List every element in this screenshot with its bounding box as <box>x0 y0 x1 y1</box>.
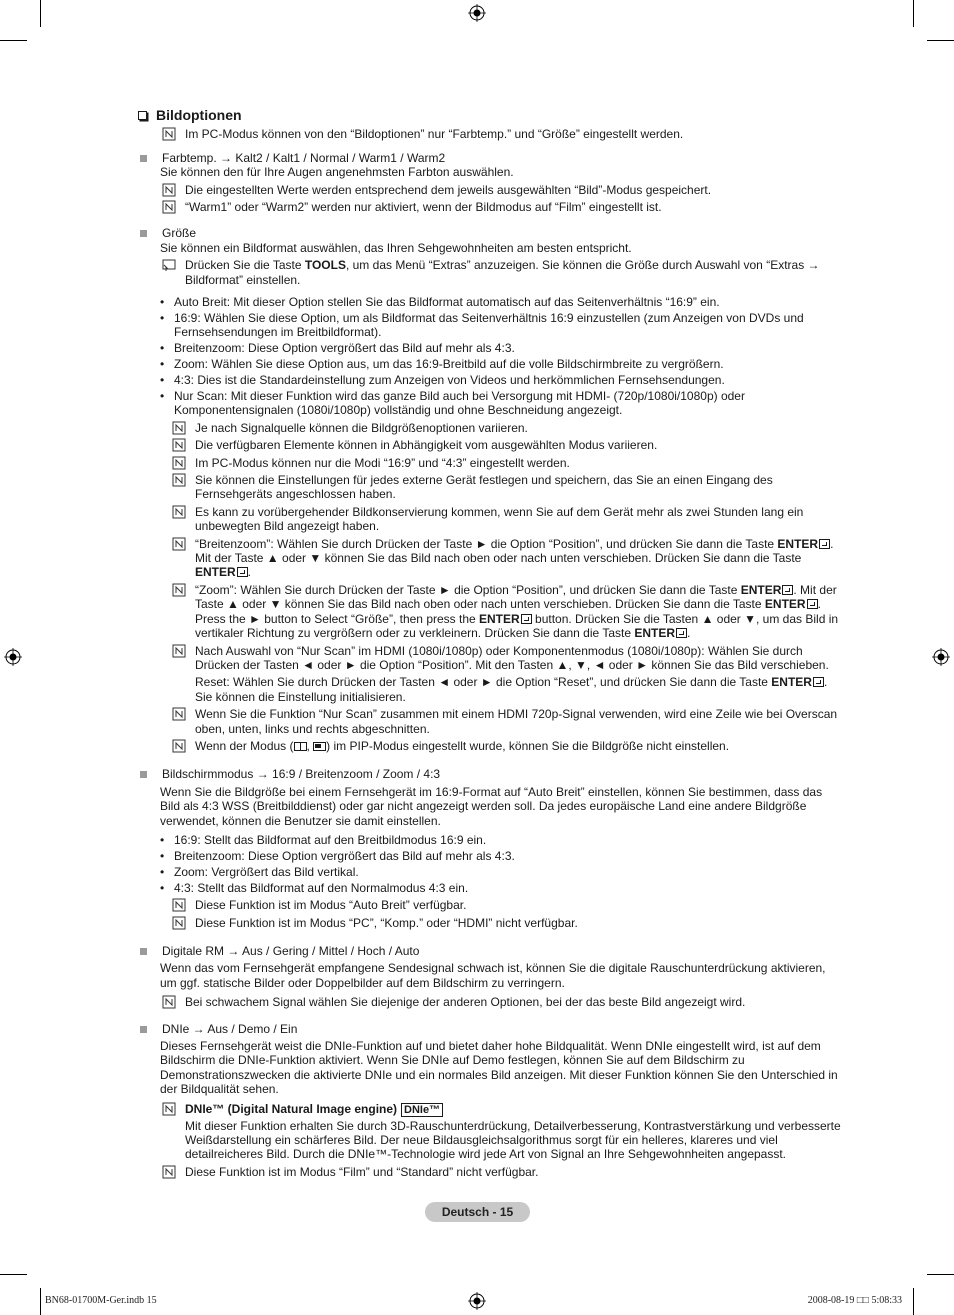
note-icon <box>172 644 186 658</box>
crop-mark <box>40 0 41 27</box>
dnie-subtitle: DNIe™ (Digital Natural Image engine) <box>185 1101 398 1116</box>
note-zoom <box>172 583 843 641</box>
note-text: “Zoom”: Wählen Sie durch Drücken der Taste ► die Option “Position”, und drücken Sie dann die Taste ENTER . Mit der Taste ▲ oder ▼ können Sie das Bild nach oben oder nach unten verschieben. Drücken Sie dann die Taste ENTER . Press the ► button to Select “Größe”, then press the ENTER button. Drücken Sie die Tasten ▲ oder ▼, um das Bild in vertikaler Richtung zu vergrößern oder zu verkleinern. Drücken Sie dann die Taste ENTER . <box>195 582 839 641</box>
setting-bildschirmmodus <box>138 767 843 781</box>
manual-content <box>138 108 843 1182</box>
page-number: Deutsch - 15 <box>425 1202 530 1222</box>
pip-inset-icon <box>313 742 326 751</box>
note-text <box>185 1102 843 1162</box>
square-bullet-icon <box>140 230 147 237</box>
list-item: • Nur Scan: Mit dieser Funktion wird das ganze Bild auch bei Versorgung mit HDMI- (720p/1080i/1080p) oder Komponentensignalen (1080i/1080p) vollständig und ohne Beschneidung angezeigt. <box>160 389 745 418</box>
list-item: • 16:9: Wählen Sie diese Option, um als Bildformat das Seitenverhältnis 16:9 einzustellen (zum Anzeigen von DVDs und Fernsehsendungen im Breitbildformat). <box>160 310 804 340</box>
crop-mark <box>913 1288 914 1315</box>
tools-icon <box>162 258 176 272</box>
note-text: Je nach Signalquelle können die Bildgrößenoptionen variieren. <box>195 420 528 435</box>
footer-file: BN68-01700M-Ger.indb 15 <box>45 1295 157 1306</box>
enter-icon <box>676 628 687 638</box>
note <box>172 898 843 912</box>
note-icon <box>162 1165 176 1179</box>
note-text: “Breitenzoom”: Wählen Sie durch Drücken der Taste ► die Option “Position”, und drücken Sie dann die Taste ENTER . Mit der Taste ▲ oder ▼ können Sie das Bild nach oben oder nach unten verschieben. Drücken Sie dann die Taste ENTER . <box>195 536 834 580</box>
list-item: • 4:3: Dies ist die Standardeinstellung zum Anzeigen von Videos und herkömmlichen Fernsehsendungen. <box>160 373 725 388</box>
footer-timestamp: 2008-08-19 □□ 5:08:33 <box>807 1295 902 1306</box>
list-item: • Zoom: Vergrößert das Bild vertikal. <box>160 864 359 879</box>
crop-mark <box>0 40 27 41</box>
list-item: • 16:9: Stellt das Bildformat auf den Breitbildmodus 16:9 ein. <box>160 832 487 847</box>
setting-head: Größe <box>162 226 197 241</box>
crop-mark <box>40 1288 41 1315</box>
note <box>162 1165 843 1179</box>
note <box>172 916 843 930</box>
enter-icon <box>237 567 248 577</box>
note-icon <box>172 473 186 487</box>
setting-desc: Wenn das vom Fernsehgerät empfangene Sendesignal schwach ist, können Sie die digitale Rauschunterdrückung aktivieren, um ggf. statische Bilder oder Doppelbilder auf dem Bildschirm zu verringern. <box>160 961 826 990</box>
crop-mark <box>913 0 914 27</box>
setting-head: DNIe → Aus / Demo / Ein <box>162 1021 298 1036</box>
note-icon <box>162 995 176 1009</box>
list-item: • Auto Breit: Mit dieser Option stellen Sie das Bildformat automatisch auf das Seitenverhältnis “16:9” ein. <box>160 295 720 310</box>
note-text: Nach Auswahl von “Nur Scan” im HDMI (1080i/1080p) oder Komponentenmodus (1080i/1080p): Wählen Sie durch Drücken der Tasten ◄ oder ► die Option “Position”. Mit den Tasten ▲, ▼, ◄ oder ► können Sie das Bild verschieben. Reset: Wählen Sie durch Drücken der Tasten ◄ oder ► die Option “Reset”, und drücken Sie dann die Taste ENTER . Sie können die Einstellung initialisieren. <box>195 643 829 704</box>
note <box>162 183 843 197</box>
crop-mark <box>927 40 954 41</box>
note-icon <box>162 183 176 197</box>
note-icon <box>162 200 176 214</box>
bullet-list <box>160 295 843 418</box>
note-icon <box>172 537 186 551</box>
note-icon <box>172 739 186 753</box>
tools-note <box>162 258 843 287</box>
pip-split-icon <box>294 742 307 751</box>
square-bullet-icon <box>140 155 147 162</box>
list-item: • Breitenzoom: Diese Option vergrößert das Bild auf mehr als 4:3. <box>160 848 515 863</box>
note-icon <box>162 127 176 141</box>
note <box>172 456 843 470</box>
enter-icon <box>807 599 818 609</box>
note-text: Die verfügbaren Elemente können in Abhängigkeit vom ausgewählten Modus variieren. <box>195 438 658 453</box>
enter-key: ENTER <box>479 611 520 626</box>
note-icon <box>172 583 186 597</box>
enter-key: ENTER <box>634 626 676 641</box>
note-text: Diese Funktion ist im Modus “Auto Breit” verfügbar. <box>195 898 467 913</box>
note-nurscan <box>172 644 843 705</box>
section-title: Bildoptionen <box>156 107 242 123</box>
note <box>172 438 843 452</box>
note-text: Drücken Sie die Taste TOOLS, um das Menü “Extras” anzuzeigen. Sie können die Größe durch Auswahl von “Extras → Bildformat” einstellen. <box>185 258 820 287</box>
registration-mark-icon <box>4 648 22 666</box>
note-text: Es kann zu vorübergehender Bildkonservierung kommen, wenn Sie auf dem Gerät mehr als zwei Stunden lang ein unbewegten Bild angezeigt haben. <box>195 504 804 534</box>
registration-mark-icon <box>468 4 486 22</box>
setting-desc: Sie können den für Ihre Augen angenehmsten Farbton auswählen. <box>160 165 514 180</box>
dnie-badge: DNIe™ <box>401 1103 443 1117</box>
square-bullet-icon <box>140 1026 147 1033</box>
enter-icon <box>819 539 830 549</box>
list-item: • Zoom: Wählen Sie diese Option aus, um das 16:9-Breitbild auf die volle Bildschirmbreite zu vergrößern. <box>160 357 724 372</box>
crop-mark <box>927 1274 954 1275</box>
note-icon <box>172 916 186 930</box>
bullet-list <box>160 833 843 895</box>
note <box>162 127 843 141</box>
setting-groesse <box>138 226 843 240</box>
enter-key: ENTER <box>764 597 806 612</box>
setting-digitale-rm <box>138 944 843 958</box>
note-breitenzoom <box>172 537 843 580</box>
list-item: • 4:3: Stellt das Bildformat auf den Normalmodus 4:3 ein. <box>160 880 469 895</box>
setting-desc: Wenn Sie die Bildgröße bei einem Fernsehgerät im 16:9-Format auf “Auto Breit” einstellen, können Sie bestimmen, dass das Bild als 4:3 WSS (Breitbilddienst) oder gar nicht angezeigt werden soll. Da jedes europäische Land eine andere Bildgröße verwendet, können die Benutzer sie damit einstellen. <box>160 784 823 828</box>
enter-icon <box>521 614 532 624</box>
setting-farbtemp <box>138 151 843 165</box>
note <box>172 421 843 435</box>
registration-mark-icon <box>468 1292 486 1310</box>
note-text: Sie können die Einstellungen für jedes externe Gerät festlegen und speichern, das Sie an einen Eingang des Fernsehgeräts angeschlossen haben. <box>195 473 773 502</box>
dnie-desc: Mit dieser Funktion erhalten Sie durch 3D-Rauschunterdrückung, Detailverbesserung, Kontrastverstärkung und verbesserte Weißdarstellung ein schärferes Bild. Der neue Bildausgleichsalgorithmus sorgt für ein helleres, klareres und viel detailreicheres Bild. Durch die DNIe™-Technologie wird jede Art von Signal an Ihre Sehgewohnheiten angepasst. <box>185 1118 841 1162</box>
enter-icon <box>782 585 793 595</box>
list-item: • Breitenzoom: Diese Option vergrößert das Bild auf mehr als 4:3. <box>160 341 515 356</box>
square-bullet-icon <box>140 771 147 778</box>
checkbox-bullet-icon <box>138 111 147 120</box>
crop-mark <box>0 1274 27 1275</box>
enter-key: ENTER <box>777 536 819 551</box>
section-heading <box>138 108 843 122</box>
registration-mark-icon <box>932 648 950 666</box>
note-icon <box>172 505 186 519</box>
note-icon <box>172 898 186 912</box>
setting-head: Digitale RM → Aus / Gering / Mittel / Hoch / Auto <box>162 943 420 958</box>
square-bullet-icon <box>140 948 147 955</box>
setting-desc: Dieses Fernsehgerät weist die DNIe-Funktion auf und bietet daher hohe Bildqualität. Wenn DNIe eingestellt wird, ist auf dem Bildschirm die DNIe-Funktion aktiviert. Wenn Sie DNIe auf Demo festlegen, können Sie auf dem Bildschirm zu Demonstrationszwecken die aktivierte DNIe und ein normales Bild anzeigen. Mit dieser Funktion können Sie den Unterschied in der Bildqualität sehen. <box>160 1038 838 1097</box>
note-text: Im PC-Modus können nur die Modi “16:9” und “4:3” eingestellt werden. <box>195 455 570 470</box>
note <box>162 200 843 214</box>
note <box>172 505 843 534</box>
note-text: Diese Funktion ist im Modus “Film” und “Standard” nicht verfügbar. <box>185 1164 539 1179</box>
note-text: Bei schwachem Signal wählen Sie diejenige der anderen Optionen, bei der das beste Bild angezeigt wird. <box>185 995 746 1010</box>
enter-key: ENTER <box>740 582 782 597</box>
setting-head: Farbtemp. → Kalt2 / Kalt1 / Normal / Warm1 / Warm2 <box>162 150 446 165</box>
enter-key: ENTER <box>195 565 236 580</box>
setting-head: Bildschirmmodus → 16:9 / Breitenzoom / Zoom / 4:3 <box>162 767 441 782</box>
note-text: Die eingestellten Werte werden entsprechend dem jeweils ausgewählten “Bild”-Modus gespeichert. <box>185 182 712 197</box>
note <box>172 473 843 502</box>
note-text: Wenn Sie die Funktion “Nur Scan” zusammen mit einem HDMI 720p-Signal verwenden, wird eine Zeile wie bei Overscan oben, unten, links und rechts abgeschnitten. <box>195 707 838 736</box>
note <box>162 995 843 1009</box>
enter-icon <box>813 677 824 687</box>
note-icon <box>172 707 186 721</box>
note-icon <box>162 1102 176 1116</box>
note-dnie <box>162 1102 843 1162</box>
note-icon <box>172 421 186 435</box>
note-text: Wenn der Modus ( , ) im PIP-Modus eingestellt wurde, können Sie die Bildgröße nicht einstellen. <box>195 738 730 753</box>
note-text: Im PC-Modus können von den “Bildoptionen” nur “Farbtemp.” und “Größe” eingestellt werden. <box>185 127 684 142</box>
note-text: “Warm1” oder “Warm2” werden nur aktiviert, wenn der Bildmodus auf “Film” eingestellt ist. <box>185 200 662 215</box>
enter-key: ENTER <box>771 675 812 690</box>
note-icon <box>172 438 186 452</box>
note-icon <box>172 456 186 470</box>
setting-dnie <box>138 1022 843 1036</box>
setting-desc: Sie können ein Bildformat auswählen, das Ihren Sehgewohnheiten am besten entspricht. <box>160 240 632 255</box>
note <box>172 707 843 736</box>
note-text: Diese Funktion ist im Modus “PC”, “Komp.” oder “HDMI” nicht verfügbar. <box>195 915 578 930</box>
note-pip <box>172 739 843 753</box>
